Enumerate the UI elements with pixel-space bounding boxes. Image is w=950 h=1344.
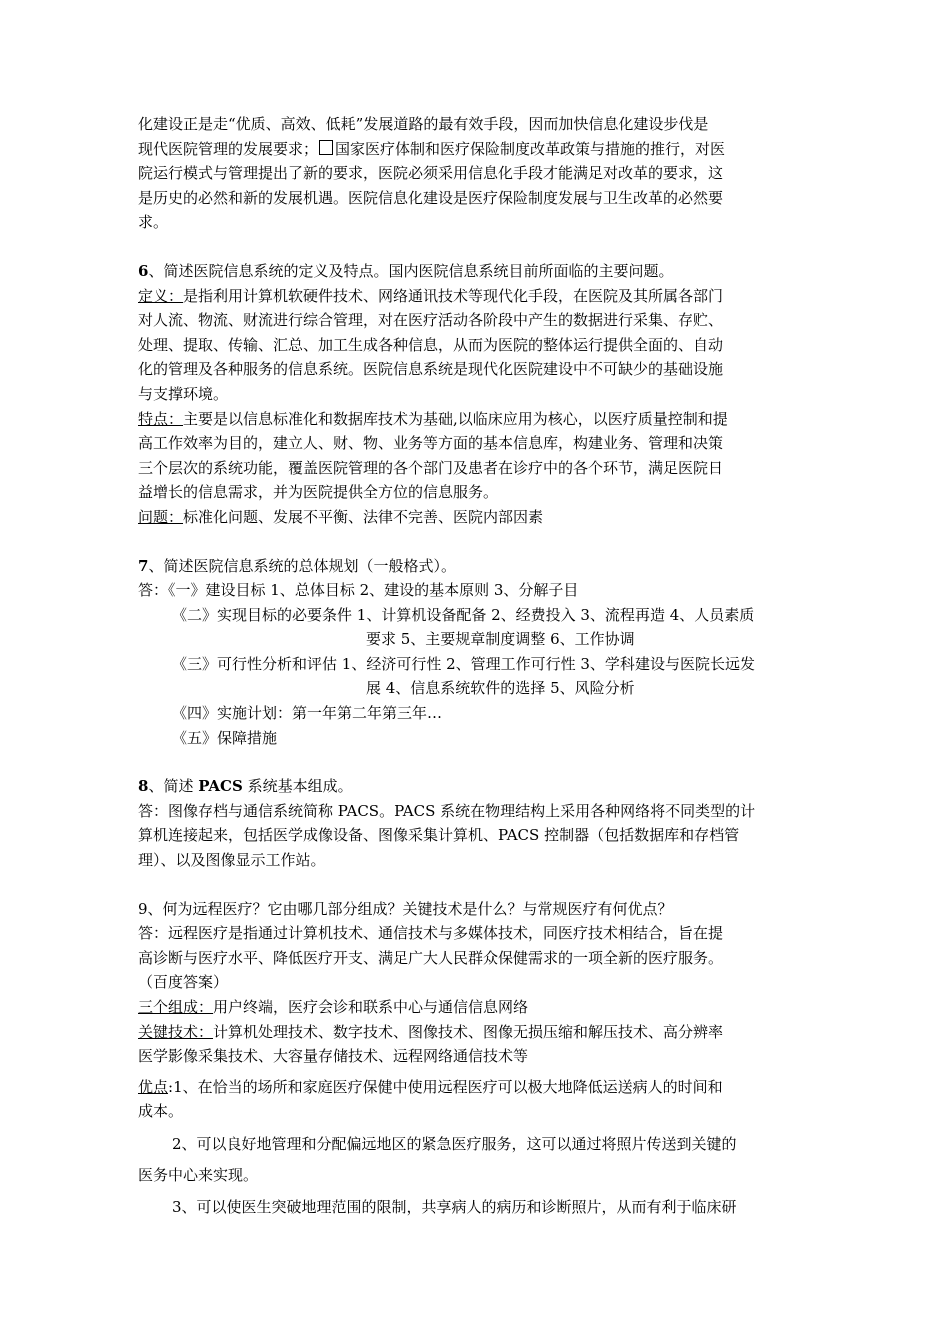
text-line: 求。 [138, 213, 169, 232]
checkbox-glyph-icon [319, 140, 333, 155]
text-span: 现代医院管理的发展要求； [138, 139, 319, 158]
text-line: 展 4、信息系统软件的选择 5、风险分析 [366, 679, 635, 698]
text-line [138, 1075, 814, 1100]
key-tech-label: 关键技术： [138, 1022, 214, 1041]
definition-label: 定义： [138, 286, 184, 305]
text-span: 是指利用计算机软硬件技术、网络通讯技术等现代化手段，在医院及其所属各部门 [183, 286, 724, 305]
text-line: 对人流、物流、财流进行综合管理，对在医疗活动各阶段中产生的数据进行采集、存贮、 [138, 311, 724, 330]
text-line: 院运行模式与管理提出了新的要求，医院必须采用信息化手段才能满足对改革的要求，这 [138, 164, 724, 183]
text-line: 答：远程医疗是指通过计算机技术、通信技术与多媒体技术，同医疗技术相结合，旨在提 [138, 924, 724, 943]
text-line: （百度答案） [138, 973, 229, 992]
problems-label: 问题： [138, 507, 184, 526]
text-line [138, 995, 814, 1020]
question-text: 系统基本组成。 [242, 777, 353, 796]
text-span: :1、在恰当的场所和家庭医疗保健中使用远程医疗可以极大地降低运送病人的时间和 [168, 1077, 723, 1096]
text-line [138, 1020, 814, 1045]
question-number: 8 [138, 777, 149, 796]
question-title [138, 554, 814, 579]
text-line: 高工作效率为目的，建立人、财、物、业务等方面的基本信息库，构建业务、管理和决策 [138, 434, 724, 453]
question-text: 、简述医院信息系统的总体规划（一般格式）。 [148, 556, 456, 575]
text-line: 《五》保障措施 [172, 728, 278, 747]
text-line: 是历史的必然和新的发展机遇。医院信息化建设是医疗保险制度发展与卫生改革的必然要 [138, 188, 724, 207]
question-text: 、简述医院信息系统的定义及特点。国内医院信息系统目前所面临的主要问题。 [148, 261, 674, 280]
text-span: 国家医疗体制和医疗保险制度改革政策与措施的推行，对医 [335, 139, 726, 158]
text-line: 处理、提取、传输、汇总、加工生成各种信息，从而为医院的整体运行提供全面的、自动 [138, 335, 724, 354]
text-line: 3、可以使医生突破地理范围的限制，共享病人的病历和诊断照片，从而有利于临床研 [172, 1198, 737, 1217]
text-line [138, 407, 814, 432]
text-line: 算机连接起来，包括医学成像设备、图像采集计算机、PACS 控制器（包括数据库和存档管 [138, 826, 740, 845]
text-span: 用户终端，医疗会诊和联系中心与通信信息网络 [213, 998, 529, 1016]
text-line: 医学影像采集技术、大容量存储技术、远程网络通信技术等 [138, 1047, 529, 1066]
question-title [138, 774, 814, 799]
question-number: 7 [138, 556, 149, 575]
text-line: 《三》可行性分析和评估 1、经济可行性 2、管理工作可行性 3、学科建设与医院长远发 [172, 654, 755, 673]
text-line: 三个层次的系统功能，覆盖医院管理的各个部门及患者在诊疗中的各个环节，满足医院日 [138, 458, 724, 477]
question-6 [138, 259, 814, 530]
text-line: 益增长的信息需求，并为医院提供全方位的信息服务。 [138, 483, 499, 502]
text-span: 标准化问题、发展不平衡、法律不完善、医院内部因素 [183, 507, 544, 526]
text-line: 理）、以及图像显示工作站。 [138, 851, 326, 870]
text-line: 高诊断与医疗水平、降低医疗开支、满足广大人民群众保健需求的一项全新的医疗服务。 [138, 948, 724, 967]
text-line [138, 284, 814, 309]
text-line: 答：《一》建设目标 1、总体目标 2、建设的基本原则 3、分解子目 [138, 581, 579, 600]
text-span: 主要是以信息标准化和数据库技术为基础,以临床应用为核心，以医疗质量控制和提 [183, 409, 728, 428]
text-line: 化的管理及各种服务的信息系统。医院信息系统是现代化医院建设中不可缺少的基础设施 [138, 360, 724, 379]
text-line: 与支撑环境。 [138, 384, 229, 403]
question-8 [138, 774, 814, 872]
text-line: 《四》实施计划：第一年第二年第三年… [172, 704, 443, 723]
text-line: 医务中心来实现。 [138, 1165, 259, 1184]
text-line: 要求 5、主要规章制度调整 6、工作协调 [366, 630, 635, 649]
text-span: 计算机处理技术、数字技术、图像技术、图像无损压缩和解压技术、高分辨率 [213, 1022, 724, 1041]
question-7 [138, 554, 814, 751]
text-line: 化建设正是走“优质、高效、低耗”发展道路的最有效手段，因而加快信息化建设步伐是 [138, 115, 709, 133]
question-number: 6 [138, 261, 149, 280]
text-line: 成本。 [138, 1102, 184, 1121]
features-label: 特点： [138, 409, 184, 428]
question-text: 、简述 [148, 777, 199, 796]
text-line: 答：图像存档与通信系统简称 PACS。PACS 系统在物理结构上采用各种网络将不同类型的计 [138, 801, 756, 820]
text-line [138, 505, 814, 530]
text-line [138, 137, 814, 162]
intro-paragraph [138, 112, 814, 235]
text-line: 《二》实现目标的必要条件 1、计算机设备配备 2、经费投入 3、流程再造 4、人员素质 [172, 605, 755, 624]
question-title: 9、何为远程医疗？它由哪几部分组成？关键技术是什么？与常规医疗有何优点？ [138, 899, 673, 918]
question-9 [138, 897, 814, 1220]
question-title [138, 259, 814, 284]
document-page [138, 112, 814, 1220]
advantages-label: 优点 [138, 1077, 169, 1096]
question-text-bold: PACS [198, 777, 243, 796]
components-label: 三个组成： [138, 998, 214, 1016]
text-line: 2、可以良好地管理和分配偏远地区的紧急医疗服务，这可以通过将照片传送到关键的 [172, 1134, 737, 1153]
